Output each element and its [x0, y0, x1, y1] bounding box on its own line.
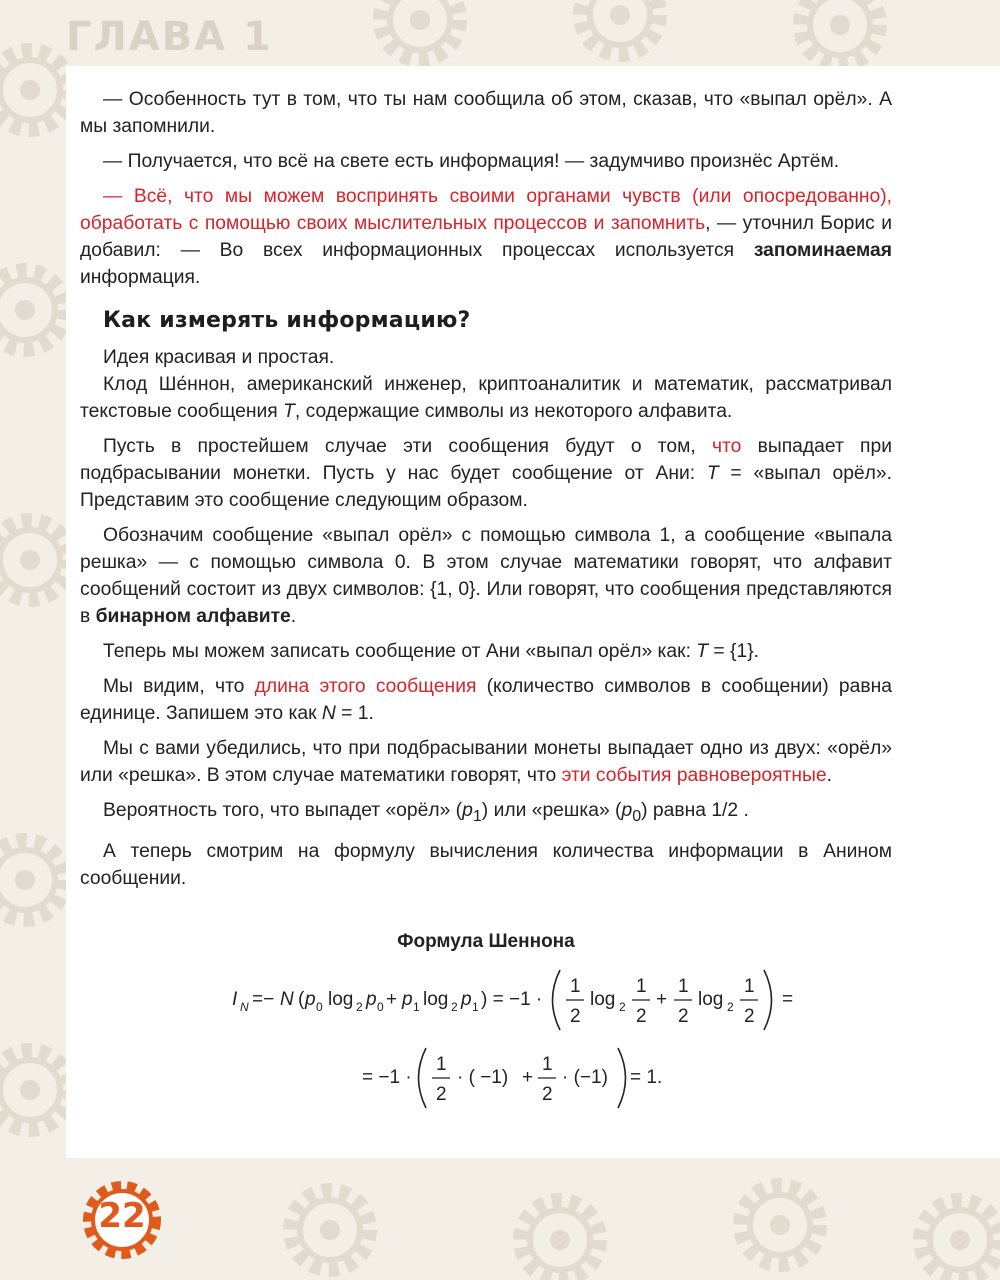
svg-text:) = −1 ·: ) = −1 ·	[481, 989, 543, 1010]
highlight-text: длина этого сообщения	[254, 676, 477, 697]
paragraph: Идея красивая и простая.	[103, 347, 335, 368]
svg-text:2: 2	[744, 1006, 755, 1027]
svg-text:log: log	[328, 989, 354, 1010]
svg-text:0: 0	[316, 1000, 323, 1014]
gear-icon	[0, 270, 65, 350]
highlight-text: что	[712, 436, 742, 457]
svg-text:+: +	[522, 1067, 534, 1088]
svg-text:+: +	[656, 989, 668, 1010]
svg-text:N: N	[280, 989, 294, 1010]
gear-icon	[740, 1185, 820, 1265]
svg-text:1: 1	[678, 976, 689, 997]
svg-text:p: p	[366, 989, 377, 1010]
gear-icon	[0, 1050, 70, 1130]
svg-text:= 1.: = 1.	[630, 1067, 663, 1088]
svg-text:1: 1	[413, 1000, 420, 1014]
svg-text:1: 1	[570, 976, 581, 997]
svg-text:· ( −1): · ( −1)	[457, 1067, 509, 1088]
svg-text:2: 2	[451, 1000, 458, 1014]
gear-icon	[0, 50, 70, 130]
svg-text:1: 1	[472, 1000, 479, 1014]
svg-text:log: log	[698, 989, 724, 1010]
svg-text:2: 2	[727, 1000, 734, 1014]
svg-text:1: 1	[636, 976, 647, 997]
svg-text:I: I	[232, 989, 238, 1010]
svg-text:2: 2	[619, 1000, 626, 1014]
bold-term: бинарном алфавите	[95, 606, 291, 627]
paragraph: — Получается, что всё на свете есть информация! — задумчиво произнёс Артём.	[103, 151, 840, 172]
section-heading: Как измерять информацию?	[103, 308, 471, 333]
gear-icon	[380, 0, 460, 60]
gear-icon	[920, 1200, 1000, 1280]
svg-text:2: 2	[356, 1000, 363, 1014]
svg-text:p: p	[461, 989, 472, 1010]
svg-text:p: p	[402, 989, 413, 1010]
highlight-text: — Всё, что мы можем воспринять своими органами чувств (или опосредованно), обработать с помощью своих мыслительных процессов и запомнить	[80, 186, 892, 234]
svg-text:· (−1): · (−1)	[562, 1067, 608, 1088]
paragraph: А теперь смотрим на формулу вычисления количества информации в Анином сообщении.	[80, 840, 892, 889]
svg-text:2: 2	[436, 1084, 447, 1105]
paragraph: Вероятность того, что выпадет «орёл» $(p_1)$ или «решка» $(p_0)$ равна 1/2 .	[103, 800, 749, 825]
svg-text:=−: =−	[252, 989, 275, 1010]
gear-icon	[800, 0, 880, 65]
svg-text:p: p	[305, 989, 316, 1010]
shannon-formula	[220, 960, 820, 1120]
paragraph: Мы видим, что длина этого сообщения (количество символов в сообщении) равна единице. Запишем это как N = 1.	[80, 676, 892, 724]
svg-text:= −1 ·: = −1 ·	[362, 1067, 412, 1088]
paragraph: — Всё, что мы можем воспринять своими органами чувств (или опосредованно), обработать с помощью своих мыслительных процессов и запомнить, — уточнил Борис и добавил: — Во всех информационных процессах используется запоминаемая информация.	[80, 186, 892, 288]
svg-text:2: 2	[636, 1006, 647, 1027]
svg-text:log: log	[590, 989, 616, 1010]
svg-text:(: (	[298, 989, 305, 1010]
svg-text:1: 1	[542, 1054, 553, 1075]
chapter-title: ГЛАВА 1	[66, 14, 273, 60]
paragraph: Мы с вами убедились, что при подбрасывании монеты выпадает одно из двух: «орёл» или «решка». В этом случае математики говорят, что эти события равновероятные.	[80, 738, 892, 786]
paragraph: Обозначим сообщение «выпал орёл» с помощью символа 1, а сообщение «выпала решка» — с помощью символа 0. В этом случае математики говорят, что алфавит сообщений состоит из двух символов: {1, 0}. Или говорят, что сообщения представляются в бинарном алфавите.	[80, 525, 892, 627]
paragraph: Пусть в простейшем случае эти сообщения будут о том, что выпадает при подбрасывании монетки. Пусть у нас будет сообщение от Ани: T = «выпал орёл». Представим это сообщение следующим образом.	[80, 436, 892, 511]
formula-title: Формула Шеннона	[397, 930, 575, 952]
svg-text:2: 2	[570, 1006, 581, 1027]
paragraph: Теперь мы можем записать сообщение от Ани «выпал орёл» как: T = {1}.	[103, 641, 760, 662]
highlight-text: эти события равновероятные	[561, 765, 827, 786]
svg-text:+: +	[386, 989, 398, 1010]
svg-text:N: N	[240, 1000, 249, 1014]
svg-text:2: 2	[542, 1084, 553, 1105]
paragraph: Клод Ше́ннон, американский инженер, криптоаналитик и математик, рассматривал текстовые сообщения T, содержащие символы из некоторого алфавита.	[80, 374, 892, 422]
page-number: 22	[98, 1196, 146, 1236]
svg-text:log: log	[423, 989, 449, 1010]
svg-text:1: 1	[436, 1054, 447, 1075]
bold-term: запоминаемая	[753, 240, 892, 261]
svg-text:0: 0	[377, 1000, 384, 1014]
paragraph: — Особенность тут в том, что ты нам сообщила об этом, сказав, что «выпал орёл». А мы запомнили.	[80, 89, 892, 137]
gear-icon	[520, 1200, 600, 1280]
svg-text:2: 2	[678, 1006, 689, 1027]
gear-icon	[580, 0, 660, 55]
gear-icon	[290, 1190, 370, 1270]
svg-text:1: 1	[744, 976, 755, 997]
gear-icon	[0, 840, 65, 920]
gear-icon	[0, 520, 70, 600]
page-content	[80, 86, 892, 955]
svg-text:=: =	[782, 989, 794, 1010]
